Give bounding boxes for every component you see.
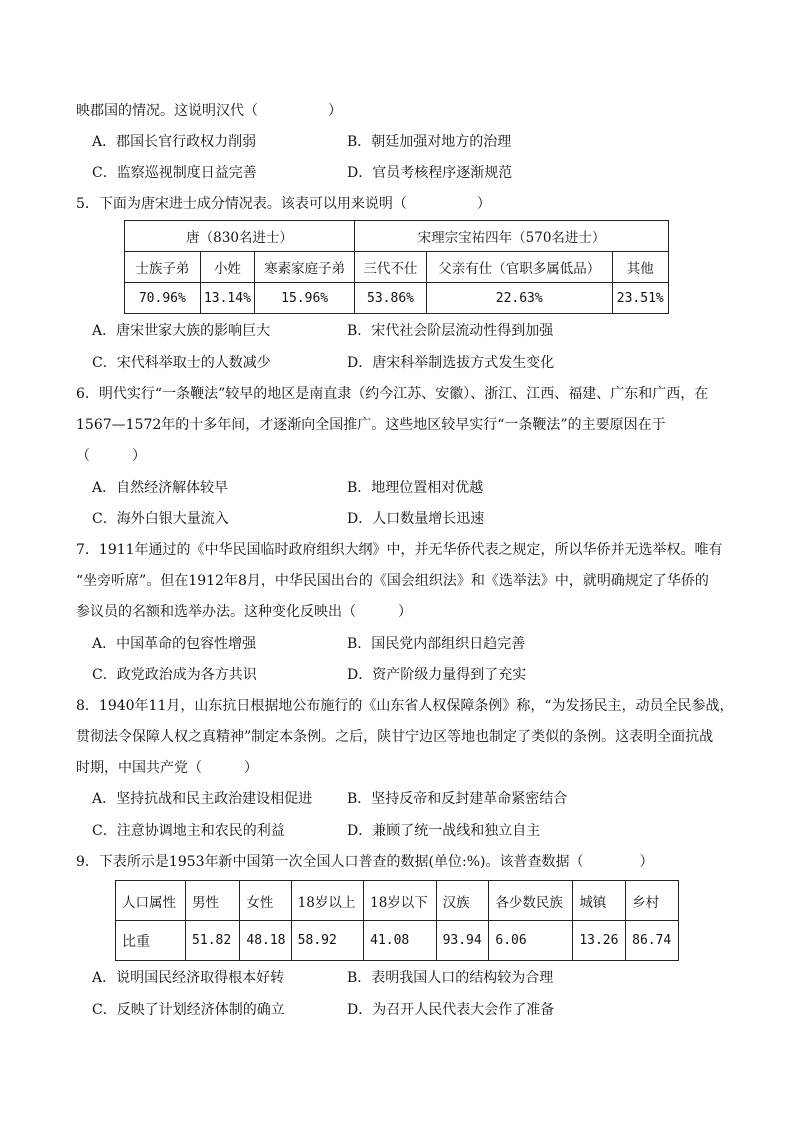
q9-option-d: D．为召开人民代表大会作了准备 [347,1002,555,1018]
q7-option-c: C．政党政治成为各方共识 [92,667,257,683]
q8-stem-line-3: 时期，中国共产党（ ） [76,760,258,776]
q4-option-d: D．官员考核程序逐渐规范 [347,165,513,181]
q9-header-cell: 汉族 [436,881,489,921]
q6-stem-line-1: 6．明代实行“一条鞭法”较早的地区是南直隶（约今江苏、安徽）、浙江、江西、福建、广东和广西，在 [76,386,709,402]
q6-option-d: D．人口数量增长迅速 [347,511,485,527]
q9-option-b: B．表明我国人口的结构较为合理 [347,970,554,986]
q5-option-a: A．唐宋世家大族的影响巨大 [92,323,271,339]
q9-table [115,880,679,961]
q9-header-cell: 人口属性 [116,881,186,921]
q9-header-cell: 18岁以上 [291,881,363,921]
q8-option-b: B．坚持反帝和反封建革命紧密结合 [347,791,568,807]
q9-header-cell: 男性 [186,881,240,921]
q7-option-a: A．中国革命的包容性增强 [92,636,257,652]
q7-stem-line-3: 参议员的名额和选举办法。这种变化反映出（ ） [76,604,412,620]
q8-stem-line-2: 贯彻法令保障人权之真精神”制定本条例。之后，陕甘宁边区等地也制定了类似的条例。这表明全面抗战 [76,729,714,745]
q9-value-cell: 93.94 [436,921,489,961]
q5-stem: 5．下面为唐宋进士成分情况表。该表可以用来说明（ ） [76,196,491,212]
q5-tang-header: 唐（830名进士） [125,221,355,252]
q6-stem-line-2: 1567—1572年的十多年间，才逐渐向全国推广。这些地区较早实行“一条鞭法”的主要原因在于 [76,417,666,433]
q5-value-cell: 53.86% [355,283,427,314]
q5-col-header: 父亲有仕（官职多属低品） [426,252,612,283]
q5-col-header: 小姓 [200,252,255,283]
q6-option-c: C．海外白银大量流入 [92,511,229,527]
q5-value-cell: 15.96% [255,283,355,314]
q9-header-cell: 18岁以下 [364,881,436,921]
q5-option-c: C．宋代科举取士的人数减少 [92,355,271,371]
q9-value-cell: 48.18 [240,921,291,961]
q5-col-header: 寒素家庭子弟 [255,252,355,283]
q9-stem: 9．下表所示是1953年新中国第一次全国人口普查的数据(单位:%)。该普查数据（ ） [76,854,654,870]
q5-song-header: 宋理宗宝祐四年（570名进士） [355,221,669,252]
q8-stem-line-1: 8．1940年11月，山东抗日根据地公布施行的《山东省人权保障条例》称，“为发扬民主，动员全民参战， [76,698,734,714]
q5-option-d: D．唐宋科举制选拔方式发生变化 [347,355,555,371]
q5-col-header: 三代不仕 [355,252,427,283]
q4-option-c: C．监察巡视制度日益完善 [92,165,257,181]
q7-option-b: B．国民党内部组织日趋完善 [347,636,526,652]
q8-option-c: C．注意协调地主和农民的利益 [92,823,285,839]
q7-option-d: D．资产阶级力量得到了充实 [347,667,527,683]
q9-value-cell: 41.08 [364,921,436,961]
q9-option-a: A．说明国民经济取得根本好转 [92,970,285,986]
q9-value-cell: 86.74 [626,921,679,961]
q9-header-cell: 城镇 [573,881,626,921]
q5-value-cell: 70.96% [125,283,201,314]
q9-value-cell: 13.26 [573,921,626,961]
q5-col-header: 士族子弟 [125,252,201,283]
q9-header-cell: 乡村 [626,881,679,921]
q9-header-cell: 各少数民族 [489,881,573,921]
q6-option-a: A．自然经济解体较早 [92,480,229,496]
q4-option-a: A．郡国长官行政权力削弱 [92,134,257,150]
q6-stem-line-3: （ ） [76,448,146,464]
q7-stem-line-1: 7．1911年通过的《中华民国临时政府组织大纲》中，并无华侨代表之规定，所以华侨并无选举权。唯有 [76,542,723,558]
q4-stem-end: 映郡国的情况。这说明汉代（ ） [76,103,342,119]
q5-table [124,220,669,314]
q8-option-a: A．坚持抗战和民主政治建设相促进 [92,791,313,807]
q8-option-d: D．兼顾了统一战线和独立自主 [347,823,541,839]
q4-option-b: B．朝廷加强对地方的治理 [347,134,512,150]
q5-option-b: B．宋代社会阶层流动性得到加强 [347,323,554,339]
q9-row-label: 比重 [116,921,186,961]
q9-option-c: C．反映了计划经济体制的确立 [92,1002,285,1018]
q9-value-cell: 51.82 [186,921,240,961]
q5-value-cell: 23.51% [612,283,669,314]
q7-stem-line-2: “坐旁听席”。但在1912年8月，中华民国出台的《国会组织法》和《选举法》中，就明确规定了华侨的 [76,573,709,589]
q9-header-cell: 女性 [240,881,291,921]
q6-option-b: B．地理位置相对优越 [347,480,484,496]
q5-value-cell: 22.63% [426,283,612,314]
q9-value-cell: 6.06 [489,921,573,961]
q5-value-cell: 13.14% [200,283,255,314]
q5-col-header: 其他 [612,252,669,283]
q9-value-cell: 58.92 [291,921,363,961]
